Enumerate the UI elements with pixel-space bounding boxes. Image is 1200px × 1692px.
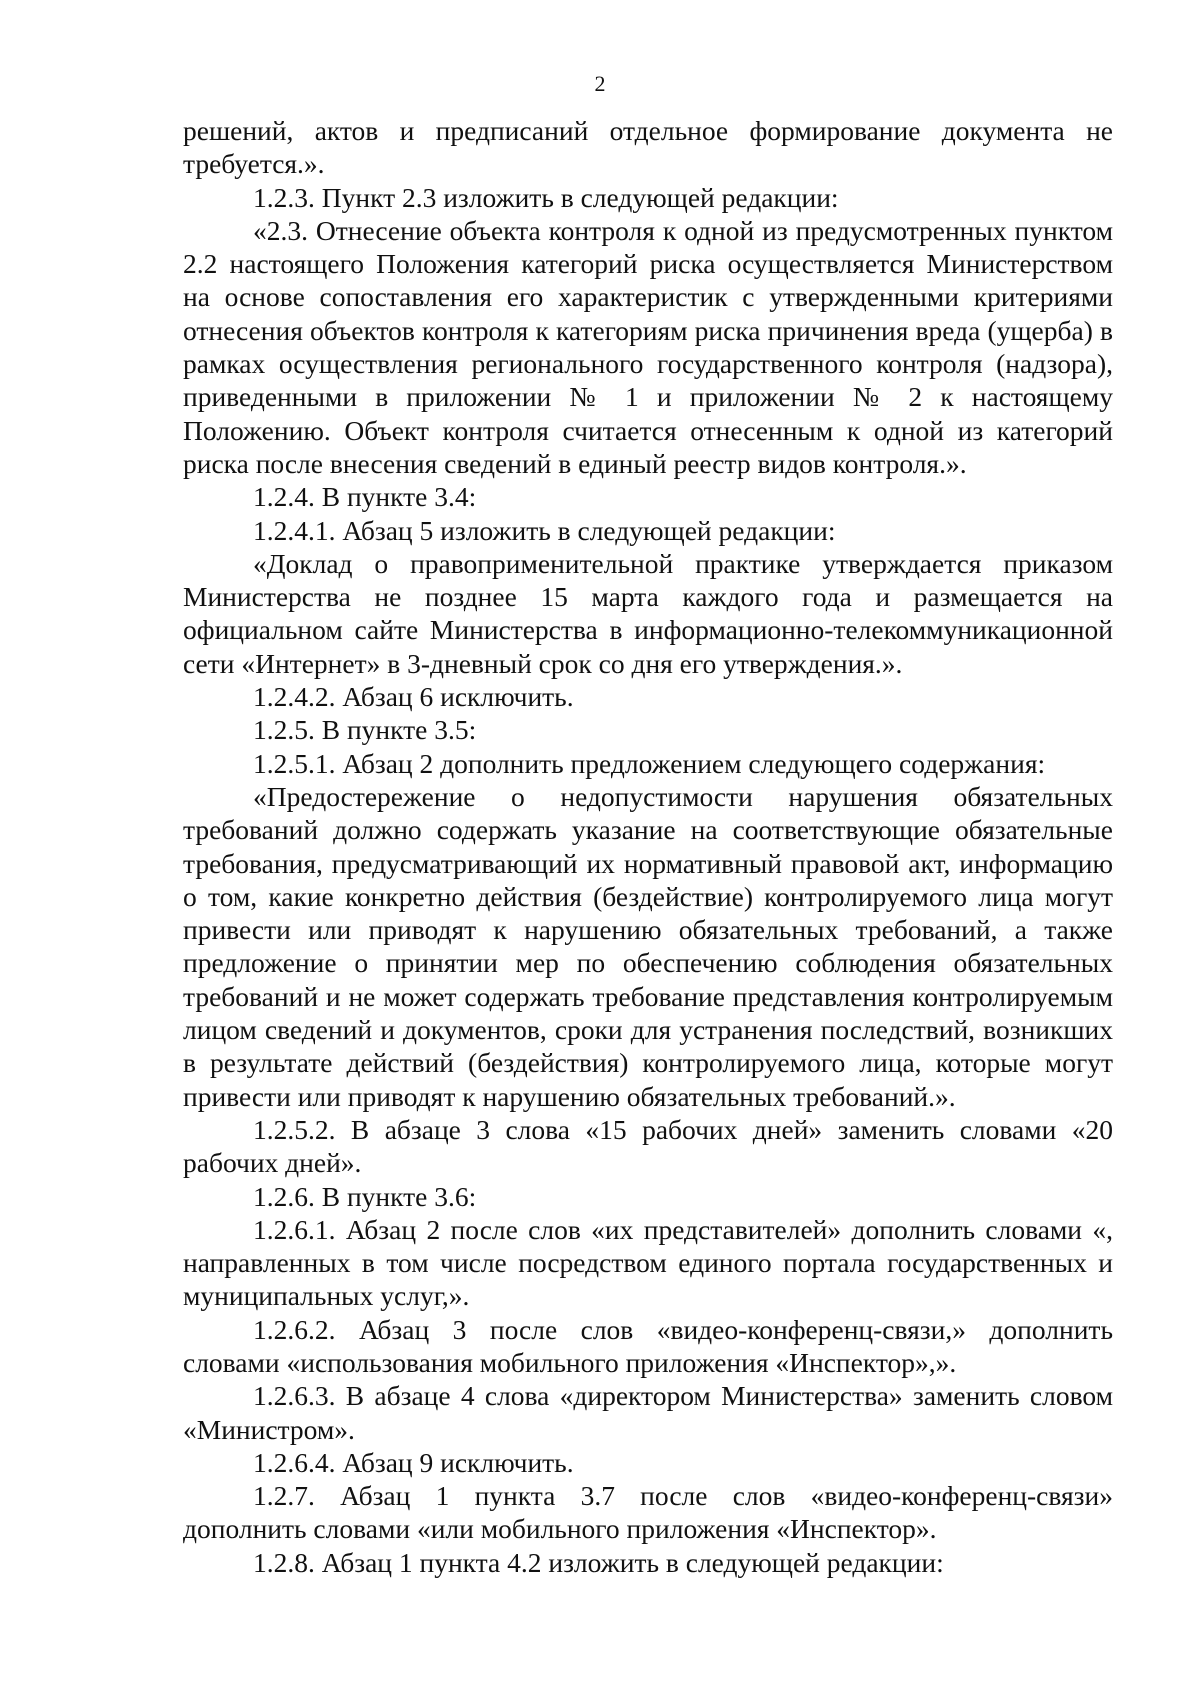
paragraph-1-2-6-3: 1.2.6.3. В абзаце 4 слова «директором Министерства» заменить словом «Министром». <box>183 1380 1113 1445</box>
paragraph-1-2-5-1: 1.2.5.1. Абзац 2 дополнить предложением следующего содержания: <box>253 747 1046 779</box>
paragraph-1-2-5: 1.2.5. В пункте 3.5: <box>253 714 477 746</box>
paragraph-1-2-6: 1.2.6. В пункте 3.6: <box>253 1180 477 1212</box>
paragraph-1-2-6-2: 1.2.6.2. Абзац 3 после слов «видео-конференц-связи,» дополнить словами «использования мобильного приложения «Инспектор»,». <box>183 1313 1113 1378</box>
paragraph-1-2-4-2: 1.2.4.2. Абзац 6 исключить. <box>253 681 574 713</box>
paragraph-1-2-3: 1.2.3. Пункт 2.3 изложить в следующей редакции: <box>253 181 839 213</box>
paragraph-quote-doklad: «Доклад о правоприменительной практике утверждается приказом Министерства не позднее 15 марта каждого года и размещается на официальном сайте Министерства в информационно-телекоммуникационной сети «Интернет» в 3-дневный срок со дня его утверждения.». <box>183 547 1113 679</box>
paragraph-1-2-8: 1.2.8. Абзац 1 пункта 4.2 изложить в следующей редакции: <box>253 1546 944 1578</box>
paragraph-1-2-4-1: 1.2.4.1. Абзац 5 изложить в следующей редакции: <box>253 514 836 546</box>
paragraph-1-2-4: 1.2.4. В пункте 3.4: <box>253 481 477 513</box>
paragraph-1-2-6-4: 1.2.6.4. Абзац 9 исключить. <box>253 1446 574 1478</box>
paragraph-1-2-6-1: 1.2.6.1. Абзац 2 после слов «их представителей» дополнить словами «, направленных в том числе посредством единого портала государственных и муниципальных услуг,». <box>183 1213 1113 1312</box>
page-number: 2 <box>594 71 606 96</box>
paragraph-continuation: решений, актов и предписаний отдельное формирование документа не требуется.». <box>183 115 1113 180</box>
paragraph-quote-2-3: «2.3. Отнесение объекта контроля к одной из предусмотренных пунктом 2.2 настоящего Положения категорий риска осуществляется Министерством на основе сопоставления его характеристик с утвержденными критериями отнесения объектов контроля к категориям риска причинения вреда (ущерба) в рамках осуществления регионального государственного контроля (надзора), приведенными в приложении № 1 и приложении № 2 к настоящему Положению. Объект контроля считается отнесенным к одной из категорий риска после внесения сведений в единый реестр видов контроля.». <box>183 214 1113 479</box>
paragraph-quote-predosterezhenie: «Предостережение о недопустимости нарушения обязательных требований должно содержать указание на соответствующие обязательные требования, предусматривающий их нормативный правовой акт, информацию о том, какие конкретно действия (бездействие) контролируемого лица могут привести или приводят к нарушению обязательных требований, а также предложение о принятии мер по обеспечению соблюдения обязательных требований и не может содержать требование представления контролируемым лицом сведений и документов, сроки для устранения последствий, возникших в результате действий (бездействия) контролируемого лица, которые могут привести или приводят к нарушению обязательных требований.». <box>183 780 1113 1112</box>
document-body <box>183 114 1113 1579</box>
paragraph-1-2-5-2: 1.2.5.2. В абзаце 3 слова «15 рабочих дней» заменить словами «20 рабочих дней». <box>183 1113 1113 1179</box>
paragraph-1-2-7: 1.2.7. Абзац 1 пункта 3.7 после слов «видео-конференц-связи» дополнить словами «или мобильного приложения «Инспектор». <box>183 1480 1113 1545</box>
